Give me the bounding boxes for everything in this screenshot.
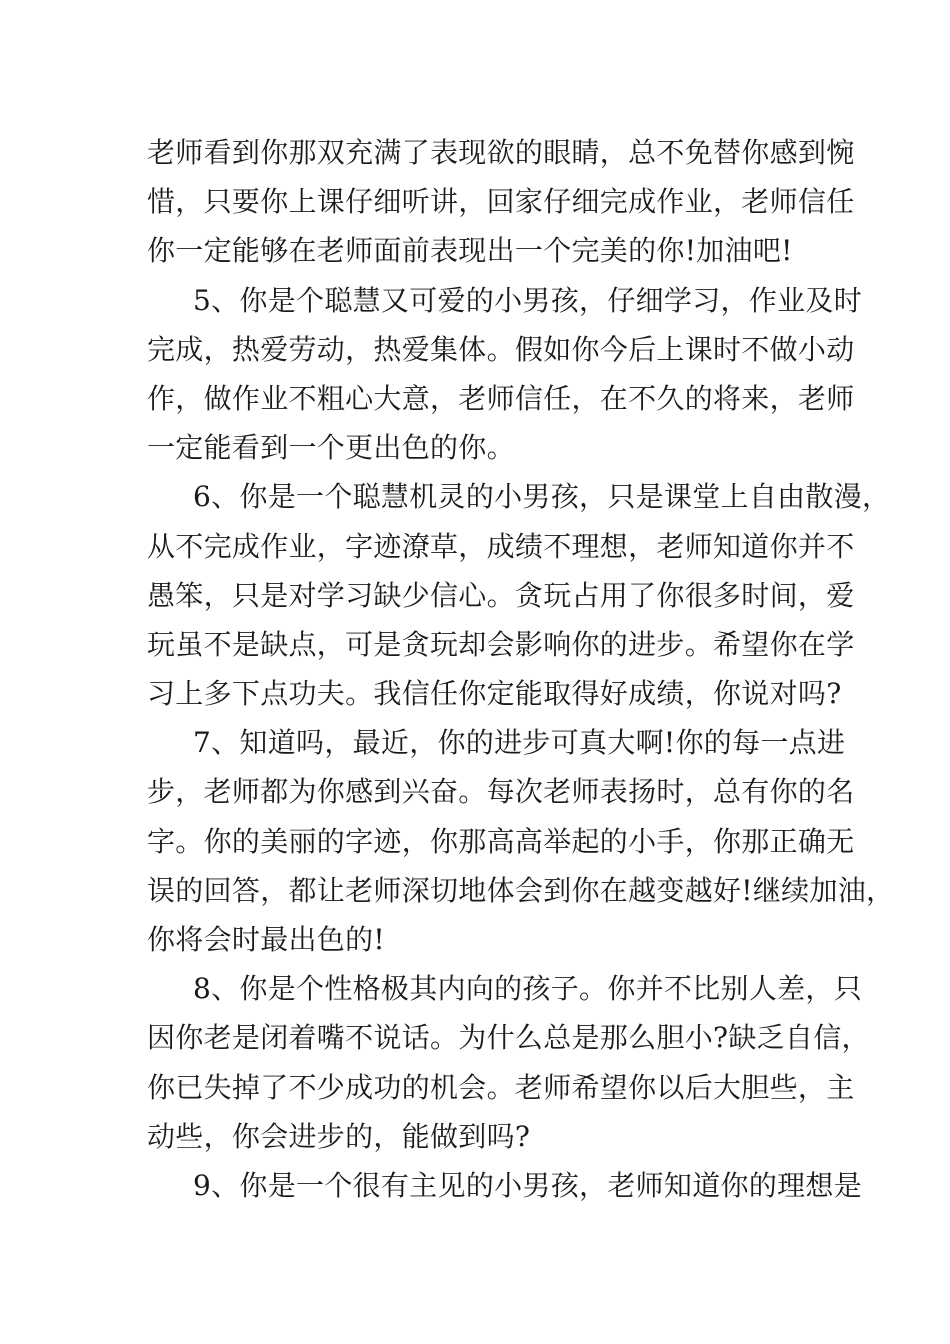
text-line: 你已失掉了不少成功的机会。老师希望你以后大胆些，主	[147, 1070, 855, 1104]
text-line: 玩虽不是缺点，可是贪玩却会影响你的进步。希望你在学	[147, 627, 855, 661]
text-line: 6、你是一个聪慧机灵的小男孩，只是课堂上自由散漫，	[193, 480, 891, 514]
text-line: 你一定能够在老师面前表现出一个完美的你!加油吧!	[147, 234, 793, 268]
text-line: 愚笨，只是对学习缺少信心。贪玩占用了你很多时间，爱	[147, 578, 855, 612]
paragraph-item-5	[147, 276, 863, 473]
paragraph-item-8	[147, 964, 870, 1161]
text-line: 字。你的美丽的字迹，你那高高举起的小手，你那正确无	[147, 824, 855, 858]
paragraph-continued	[147, 128, 855, 276]
paragraph-item-7	[147, 718, 895, 964]
text-line: 步，老师都为你感到兴奋。每次老师表扬时，总有你的名	[147, 775, 855, 809]
document-body	[147, 128, 895, 1210]
text-line: 因你老是闭着嘴不说话。为什么总是那么胆小?缺乏自信，	[147, 1021, 870, 1055]
text-line: 老师看到你那双充满了表现欲的眼睛，总不免替你感到惋	[147, 136, 855, 169]
text-line: 9、你是一个很有主见的小男孩，老师知道你的理想是	[193, 1168, 863, 1202]
text-line: 完成，热爱劳动，热爱集体。假如你今后上课时不做小动	[147, 332, 855, 366]
text-line: 5、你是个聪慧又可爱的小男孩，仔细学习，作业及时	[193, 283, 863, 317]
text-line: 一定能看到一个更出色的你。	[147, 431, 515, 465]
paragraph-item-9	[147, 1161, 863, 1210]
text-line: 习上多下点功夫。我信任你定能取得好成绩，你说对吗?	[147, 677, 842, 711]
text-line: 动些，你会进步的，能做到吗?	[147, 1119, 531, 1153]
text-line: 从不完成作业，字迹潦草，成绩不理想，老师知道你并不	[147, 529, 855, 563]
text-line: 7、知道吗，最近，你的进步可真大啊!你的每一点进	[193, 726, 846, 760]
paragraph-item-6	[147, 472, 891, 718]
text-line: 误的回答，都让老师深切地体会到你在越变越好!继续加油，	[147, 873, 895, 907]
text-line: 8、你是个性格极其内向的孩子。你并不比别人差，只	[193, 972, 863, 1006]
text-line: 惜，只要你上课仔细听讲，回家仔细完成作业，老师信任	[147, 185, 855, 219]
text-line: 你将会时最出色的!	[147, 923, 385, 956]
text-line: 作，做作业不粗心大意，老师信任，在不久的将来，老师	[147, 381, 855, 415]
